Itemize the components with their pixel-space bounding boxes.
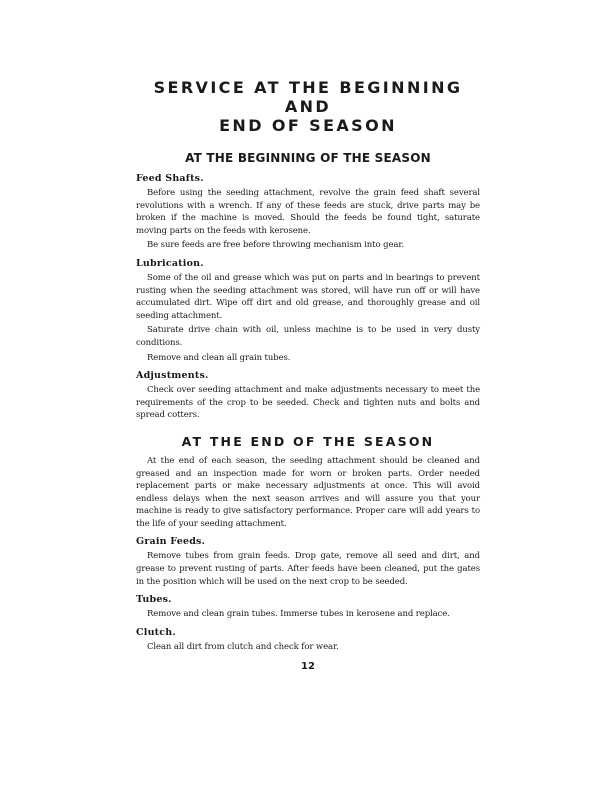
page-title [136,78,480,135]
adjustments-paragraph-1: Check over seeding attachment and make adjustments necessary to meet the requirements of the crop to be seeded. Check and tighten nuts and bolts and spread cotters. [136,385,480,421]
title-line-1: SERVICE AT THE BEGINNING AND [153,78,463,116]
lubrication-heading: Lubrication. [136,257,204,269]
lubrication-paragraph-1: Some of the oil and grease which was put on parts and in bearings to prevent rusting when the seeding attachment was stored, will have run off or will have accumulated dirt. Wipe off dirt and old grease, and thoroughly grease and oil seeding attachment. [136,272,480,321]
feed-shafts-paragraph-1: Before using the seeding attachment, revolve the grain feed shaft several revolutions with a wrench. If any of these feeds are stuck, drive parts may be broken if the machine is moved. Should the feeds be found tight, saturate moving parts on the feeds with kerosene. [136,188,480,236]
title-line-2: END OF SEASON [219,116,397,135]
clutch-heading: Clutch. [136,626,176,638]
grain-feeds-heading: Grain Feeds. [136,536,206,548]
adjustments-heading: Adjustments. [136,370,209,382]
tubes-paragraph-1: Remove and clean grain tubes. Immerse tubes in kerosene and replace. [147,609,450,620]
end-section-heading: AT THE END OF THE SEASON [181,433,435,449]
grain-feeds-paragraph-1: Remove tubes from grain feeds. Drop gate, remove all seed and dirt, and grease to prevent rusting of parts. After feeds have been cleaned, put the gates in the position which will be used on the next crop to be seeded. [136,551,480,587]
feed-shafts-heading: Feed Shafts. [136,173,204,184]
lubrication-paragraph-2: Saturate drive chain with oil, unless machine is to be used in very dusty conditions. [136,325,480,348]
page-number: 12 [301,661,315,673]
clutch-paragraph-1: Clean all dirt from clutch and check for wear. [147,641,339,652]
page-content [136,78,480,672]
lubrication-paragraph-3: Remove and clean all grain tubes. [147,352,291,363]
end-intro-paragraph: At the end of each season, the seeding attachment should be cleaned and greased and an inspection made for worn or broken parts. Order needed replacement parts or make necessary adjustments at once. This will avoid endless delays when the next season arrives and will assure you that your machine is ready to give satisfactory performance. Proper care will add years to the life of your seeding attachment. [136,455,480,529]
feed-shafts-paragraph-2: Be sure feeds are free before throwing mechanism into gear. [147,240,404,251]
beginning-section-heading: AT THE BEGINNING OF THE SEASON [185,151,431,165]
tubes-heading: Tubes. [136,594,172,606]
